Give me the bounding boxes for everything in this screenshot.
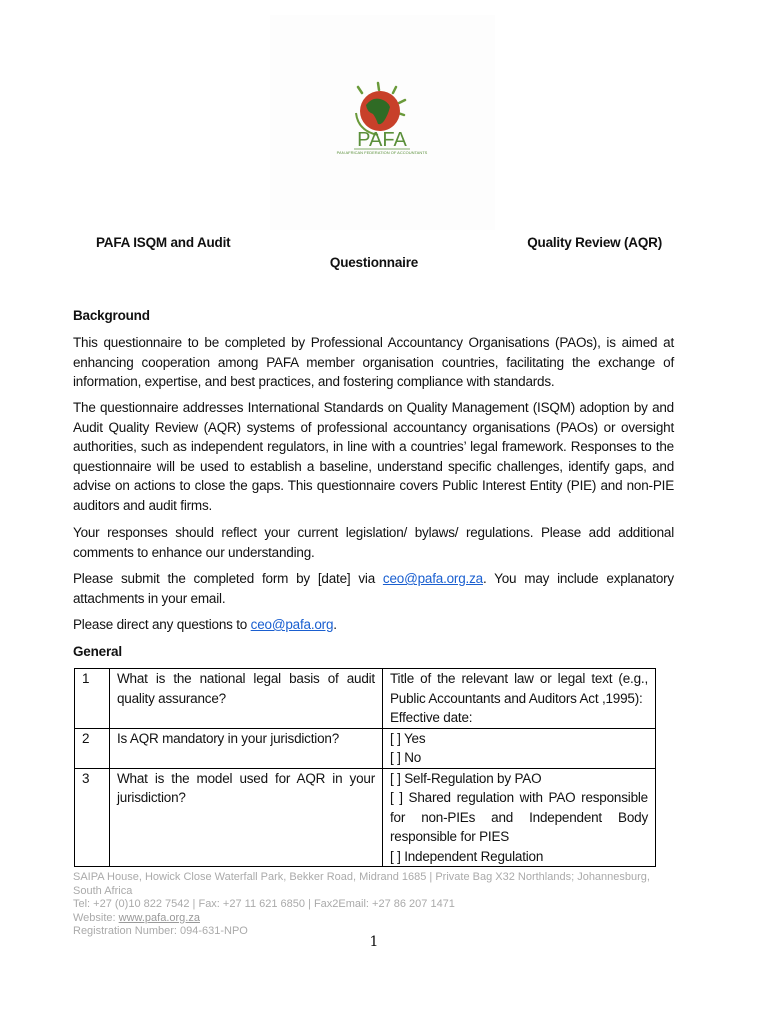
email-link-ceo-za[interactable]: ceo@pafa.org.za: [382, 571, 483, 586]
table-row: [75, 768, 656, 867]
logo: [270, 15, 495, 230]
footer-address: SAIPA House, Howick Close Waterfall Park, Bekker Road, Midrand 1685 | Private Bag X32 Northlands; Johannesburg, South Africa: [73, 871, 650, 897]
question: What is the national legal basis of audit quality assurance?: [110, 669, 383, 729]
row-number: 3: [75, 768, 110, 867]
option-yes[interactable]: [ ] Yes: [390, 730, 426, 746]
page-number: 1: [369, 934, 379, 950]
row-number: 2: [75, 728, 110, 768]
table-row: [75, 728, 656, 768]
option-self-regulation[interactable]: [ ] Self-Regulation by PAO: [390, 770, 542, 786]
option-shared-regulation[interactable]: [ ] Shared regulation with PAO responsible for non-PIEs and Independent Body responsible for PIES: [390, 790, 648, 844]
background-heading: Background: [73, 308, 150, 323]
pafa-logo-icon: [270, 15, 495, 230]
row-number: 1: [75, 669, 110, 729]
email-link-ceo[interactable]: ceo@pafa.org: [250, 617, 334, 632]
paragraph-responses: Your responses should reflect your current legislation/ bylaws/ regulations. Please add additional comments to enhance our understanding.: [73, 525, 674, 560]
title-right: Quality Review (AQR): [527, 235, 662, 250]
answer-options: [383, 768, 656, 867]
footer: [73, 871, 673, 939]
svg-text:PAFA: PAFA: [357, 129, 407, 151]
title-second-line: Questionnaire: [329, 255, 419, 270]
answer-options: [383, 728, 656, 768]
general-heading: General: [73, 644, 122, 659]
general-questions-table: [74, 668, 656, 867]
option-no[interactable]: [ ] No: [390, 750, 422, 765]
footer-phone: Tel: +27 (0)10 822 7542 | Fax: +27 11 621 6850 | Fax2Email: +27 86 207 1471: [73, 898, 455, 910]
question: What is the model used for AQR in your jurisdiction?: [110, 768, 383, 867]
svg-text:PAN AFRICAN FEDERATION OF ACCO: PAN AFRICAN FEDERATION OF ACCOUNTANTS: [336, 150, 428, 155]
website-link[interactable]: www.pafa.org.za: [118, 911, 200, 924]
paragraph-scope: The questionnaire addresses International Standards on Quality Management (ISQM) adoption by and Audit Quality Review (AQR) systems of professional accountancy organisations (PAOs) or oversight authorities, such as independent regulators, in line with a countries’ legal framework. Responses to the questionnaire will be used to establish a baseline, understand specific challenges, identify gaps, and advise on actions to close the gaps. This questionnaire covers Public Interest Entity (PIE) and non-PIE auditors and audit firms.: [73, 400, 674, 513]
paragraph-submit: Please submit the completed form by [date] via ceo@pafa.org.za. You may include explanatory attachments in your email.: [73, 571, 674, 606]
question: Is AQR mandatory in your jurisdiction?: [110, 728, 383, 768]
answer-field[interactable]: Title of the relevant law or legal text (e.g., Public Accountants and Auditors Act ,1995): Effective date:: [383, 669, 656, 729]
option-independent-regulation[interactable]: [ ] Independent Regulation: [390, 848, 544, 864]
title-left: PAFA ISQM and Audit: [96, 235, 231, 250]
table-row: [75, 669, 656, 729]
paragraph-questions: Please direct any questions to ceo@pafa.org.: [73, 617, 337, 632]
paragraph-intro: This questionnaire to be completed by Professional Accountancy Organisations (PAOs), is aimed at enhancing cooperation among PAFA member organisation countries, facilitating the exchange of information, expertise, and best practices, and fostering compliance with standards.: [73, 335, 674, 389]
footer-website: Website: www.pafa.org.za: [73, 911, 200, 924]
footer-registration: Registration Number: 094-631-NPO: [73, 925, 248, 937]
